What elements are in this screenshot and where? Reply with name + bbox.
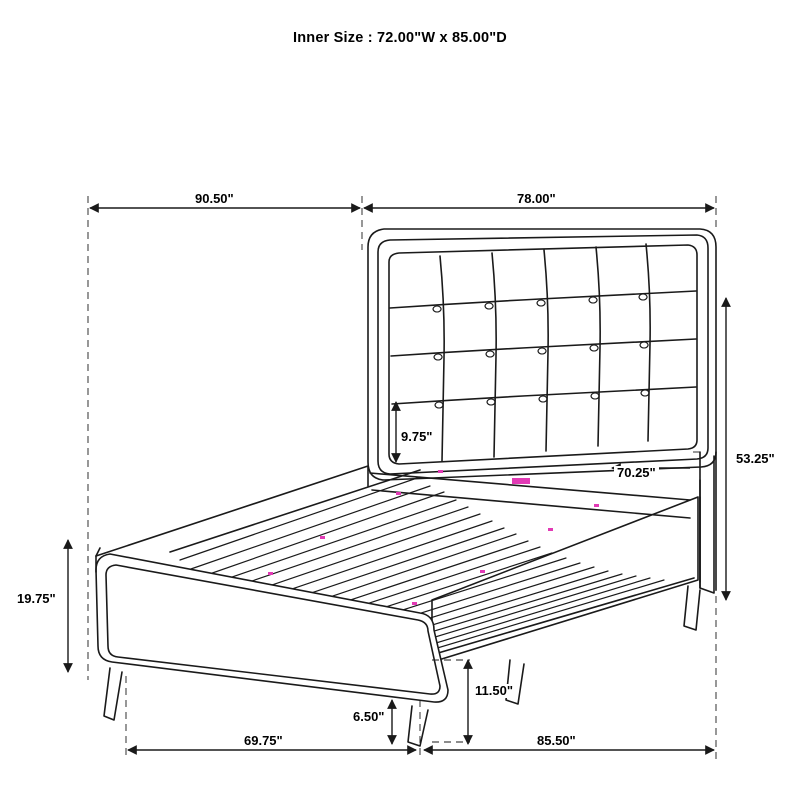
bed-illustration xyxy=(96,229,716,746)
dimension-label-headboard-height: 53.25" xyxy=(733,452,778,466)
dimension-label-leg-offset: 6.50" xyxy=(350,710,387,724)
dimension-label-footboard-height: 19.75" xyxy=(14,592,59,606)
dimension-label-headboard-width: 70.25" xyxy=(614,466,659,480)
dimension-label-bottom-left-span: 69.75" xyxy=(241,734,286,748)
dimension-label-leg-height: 11.50" xyxy=(472,684,516,698)
dimension-label-top-right-span: 78.00" xyxy=(514,192,559,206)
dimension-label-deck-to-rail: 9.75" xyxy=(398,430,435,444)
dimension-label-top-left-span: 90.50" xyxy=(192,192,237,206)
page-title: Inner Size : 72.00"W x 85.00"D xyxy=(293,30,507,46)
dimension-label-bottom-right-span: 85.50" xyxy=(534,734,579,748)
